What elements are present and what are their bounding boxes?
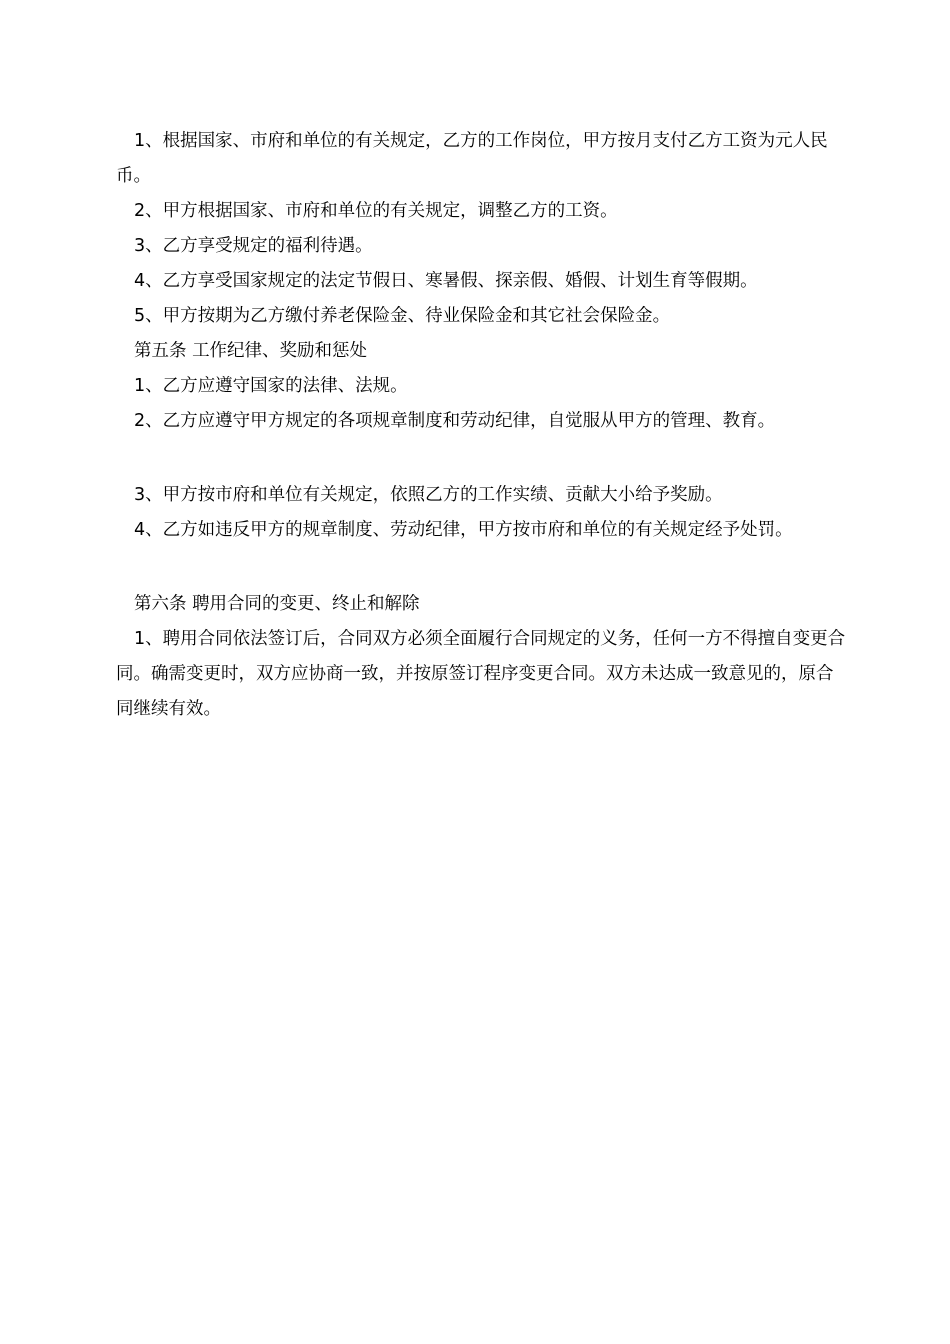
clause-salary: 1、根据国家、市府和单位的有关规定，乙方的工作岗位，甲方按月支付乙方工资为元人民币。 (116, 131, 828, 186)
article-5-item-2: 2、乙方应遵守甲方规定的各项规章制度和劳动纪律，自觉服从甲方的管理、教育。 (134, 411, 776, 431)
clause-insurance: 5、甲方按期为乙方缴付养老保险金、待业保险金和其它社会保险金。 (134, 306, 671, 326)
spacer (116, 439, 846, 478)
article-5-item-4: 4、乙方如违反甲方的规章制度、劳动纪律，甲方按市府和单位的有关规定经予处罚。 (134, 520, 793, 540)
article-5-item-1: 1、乙方应遵守国家的法律、法规。 (134, 376, 408, 396)
document-body (116, 124, 846, 727)
clause-holidays: 4、乙方享受国家规定的法定节假日、寒暑假、探亲假、婚假、计划生育等假期。 (134, 271, 758, 291)
clause-welfare: 3、乙方享受规定的福利待遇。 (134, 236, 373, 256)
article-6-heading: 第六条 聘用合同的变更、终止和解除 (134, 594, 420, 614)
article-6-item-1: 1、聘用合同依法签订后，合同双方必须全面履行合同规定的义务，任何一方不得擅自变更合同。确需变更时，双方应协商一致，并按原签订程序变更合同。双方未达成一致意见的，原合同继续有效。 (116, 629, 846, 719)
clause-salary-adjustment: 2、甲方根据国家、市府和单位的有关规定，调整乙方的工资。 (134, 201, 618, 221)
article-5-item-3: 3、甲方按市府和单位有关规定，依照乙方的工作实绩、贡献大小给予奖励。 (134, 485, 723, 505)
spacer (116, 548, 846, 587)
article-5-heading: 第五条 工作纪律、奖励和惩处 (134, 341, 368, 361)
